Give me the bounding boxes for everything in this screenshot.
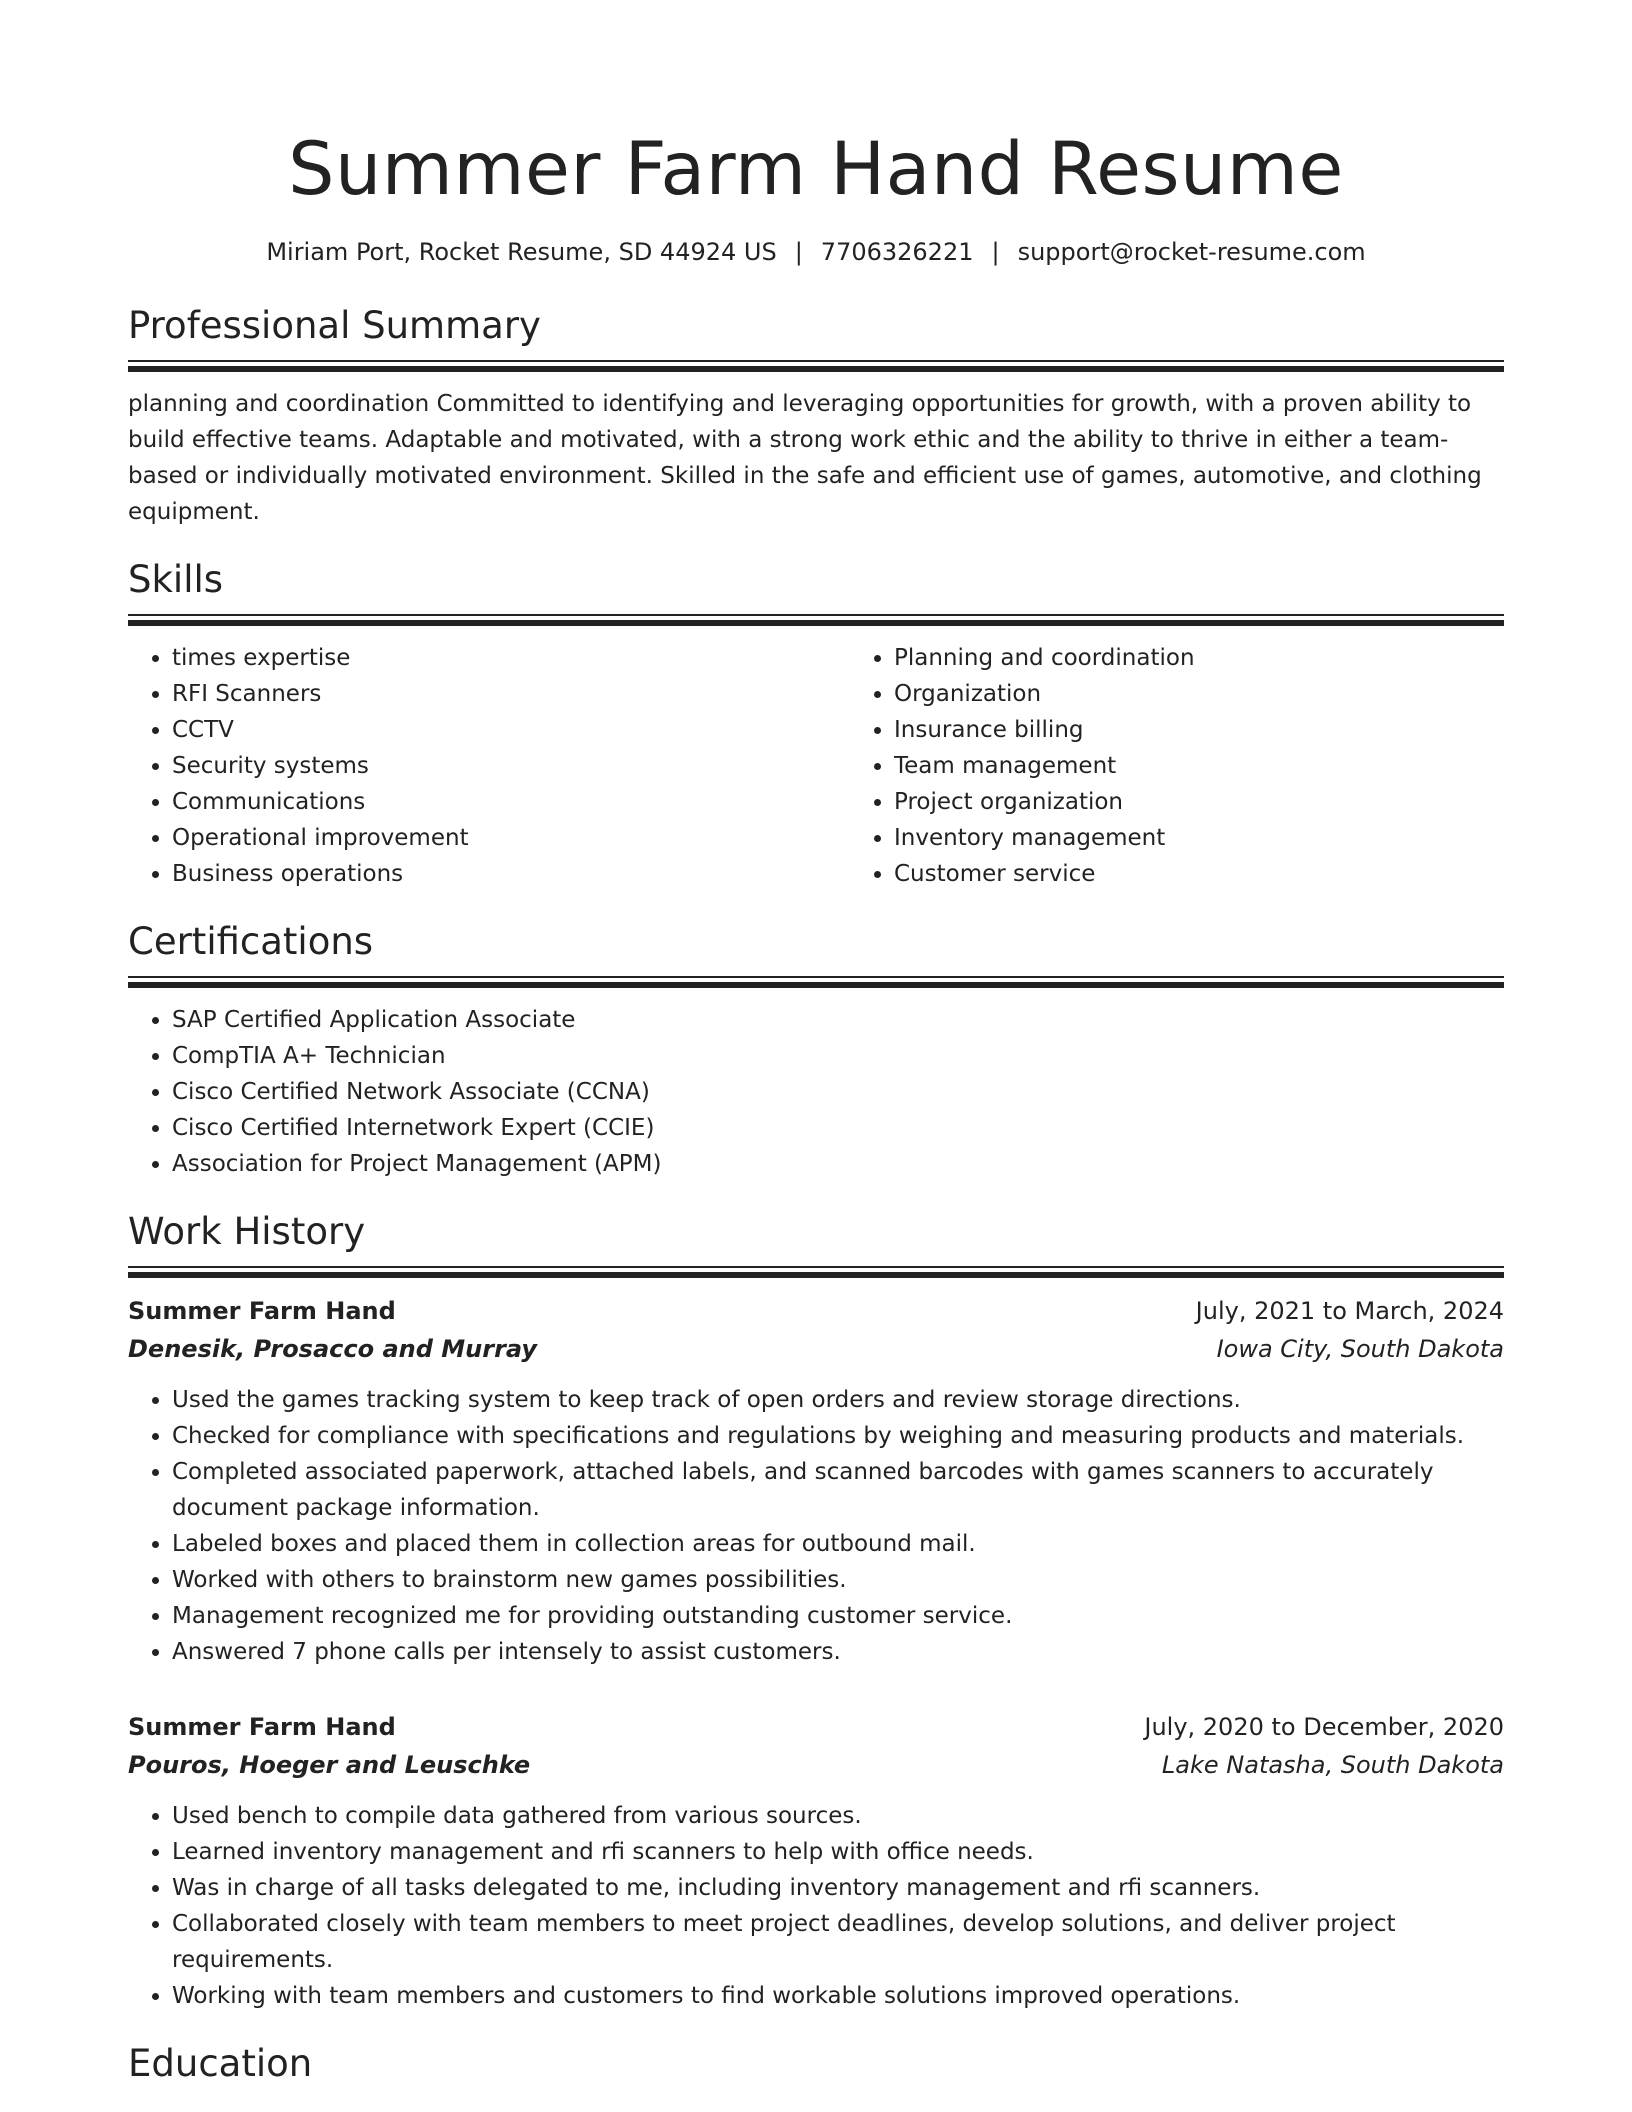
resume-page [128, 0, 1504, 2088]
skill-item: • Team management [894, 748, 1572, 784]
education-section [128, 2040, 1504, 2088]
certification-item: • SAP Certified Application Associate [172, 1002, 1504, 1038]
job-company: Denesik, Prosacco and Murray [128, 1335, 538, 1363]
job-duty: • Was in charge of all tasks delegated to me, including inventory management and rfi scanners. [172, 1870, 1504, 1906]
skill-item: • Security systems [172, 748, 850, 784]
skills-section [128, 556, 1504, 892]
section-divider [128, 360, 1504, 372]
skill-item: • RFI Scanners [172, 676, 850, 712]
skill-item: • Inventory management [894, 820, 1572, 856]
job-duty: • Labeled boxes and placed them in collection areas for outbound mail. [172, 1526, 1504, 1562]
job-duty: • Worked with others to brainstorm new games possibilities. [172, 1562, 1504, 1598]
section-divider [128, 976, 1504, 988]
section-title-certifications: Certifications [128, 920, 374, 963]
certification-item: • Cisco Certified Internetwork Expert (CCIE) [172, 1110, 1504, 1146]
certifications-list [128, 1002, 1504, 1182]
section-title-education: Education [128, 2042, 313, 2085]
job-duty: • Collaborated closely with team members to meet project deadlines, develop solutions, and deliver project requirements. [172, 1906, 1504, 1978]
skill-item: • Project organization [894, 784, 1572, 820]
contact-phone: 7706326221 [820, 238, 974, 266]
certification-item: • Cisco Certified Network Associate (CCNA) [172, 1074, 1504, 1110]
job-company-row [128, 1330, 1504, 1368]
contact-line [128, 236, 1504, 268]
job-location: Lake Natasha, South Dakota [1161, 1751, 1504, 1779]
skill-item: • Insurance billing [894, 712, 1572, 748]
section-divider [128, 614, 1504, 626]
contact-separator: | [991, 238, 1000, 266]
job-duty: • Used the games tracking system to keep track of open orders and review storage directions. [172, 1382, 1504, 1418]
skill-item: • times expertise [172, 640, 850, 676]
job-duties-list [128, 1382, 1504, 1670]
job-duty: • Checked for compliance with specifications and regulations by weighing and measuring products and materials. [172, 1418, 1504, 1454]
job-duty: • Completed associated paperwork, attached labels, and scanned barcodes with games scanners to accurately document package information. [172, 1454, 1504, 1526]
skill-item: • Communications [172, 784, 850, 820]
contact-separator: | [794, 238, 803, 266]
job-location: Iowa City, South Dakota [1216, 1335, 1504, 1363]
section-title-summary: Professional Summary [128, 304, 541, 347]
job-entry [128, 1292, 1504, 1670]
job-duty: • Management recognized me for providing outstanding customer service. [172, 1598, 1504, 1634]
skill-item: • Planning and coordination [894, 640, 1572, 676]
job-duty: • Used bench to compile data gathered from various sources. [172, 1798, 1504, 1834]
certification-item: • Association for Project Management (APM) [172, 1146, 1504, 1182]
skill-item: • Customer service [894, 856, 1572, 892]
section-divider [128, 1266, 1504, 1278]
summary-text: planning and coordination Committed to identifying and leveraging opportunities for growth, with a proven ability to build effective teams. Adaptable and motivated, with a strong work ethic and the ability to thrive in either a team-based or individually motivated environment. Skilled in the safe and efficient use of games, automotive, and clothing equipment. [128, 391, 1482, 525]
skill-item: • Business operations [172, 856, 850, 892]
skill-item: • Operational improvement [172, 820, 850, 856]
job-dates: July, 2020 to December, 2020 [1144, 1713, 1504, 1741]
job-duty: • Working with team members and customers to find workable solutions improved operations. [172, 1978, 1504, 2014]
skills-columns [128, 626, 1504, 892]
job-company: Pouros, Hoeger and Leuschke [128, 1751, 531, 1779]
certification-item: • CompTIA A+ Technician [172, 1038, 1504, 1074]
job-duty: • Answered 7 phone calls per intensely to assist customers. [172, 1634, 1504, 1670]
skills-list-left [128, 640, 850, 892]
job-company-row [128, 1746, 1504, 1784]
section-title-work-history: Work History [128, 1210, 366, 1253]
job-header-row [128, 1708, 1504, 1746]
section-title-skills: Skills [128, 558, 224, 601]
job-title: Summer Farm Hand [128, 1713, 396, 1741]
job-duty: • Learned inventory management and rfi scanners to help with office needs. [172, 1834, 1504, 1870]
skill-item: • CCTV [172, 712, 850, 748]
certifications-section [128, 918, 1504, 1182]
work-history-section [128, 1208, 1504, 2014]
resume-title: Summer Farm Hand Resume [288, 127, 1344, 212]
job-header-row [128, 1292, 1504, 1330]
summary-section [128, 302, 1504, 530]
job-dates: July, 2021 to March, 2024 [1195, 1297, 1504, 1325]
job-entry [128, 1708, 1504, 2014]
contact-address: Miriam Port, Rocket Resume, SD 44924 US [266, 238, 777, 266]
skill-item: • Organization [894, 676, 1572, 712]
job-duties-list [128, 1798, 1504, 2014]
contact-email: support@rocket-resume.com [1017, 238, 1366, 266]
job-title: Summer Farm Hand [128, 1297, 396, 1325]
skills-list-right [850, 640, 1572, 892]
